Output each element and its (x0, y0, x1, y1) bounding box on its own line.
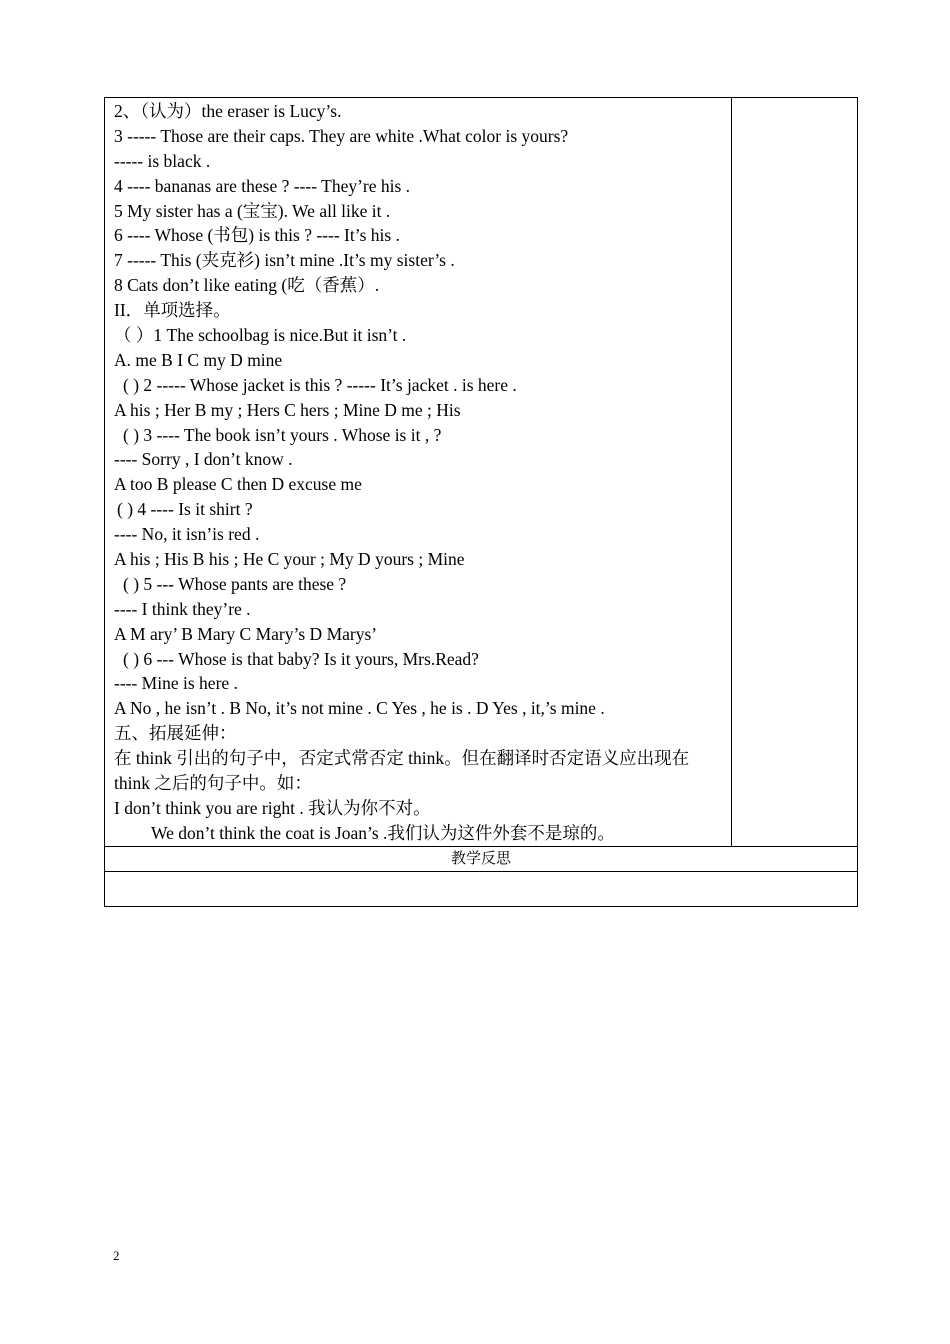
notes-column-cell (732, 98, 858, 847)
reflection-body-row (105, 871, 858, 906)
grammar-note: 在 think 引出的句子中，否定式常否定 think。但在翻译时否定语义应出现在 think 之后的句子中。如： (114, 748, 690, 794)
question-line: （ ）1 The schoolbag is nice.But it isn’t . (114, 325, 407, 346)
question-line: ( ) 5 --- Whose pants are these ? (123, 573, 347, 594)
example-sentence: I don’t think you are right . 我认为你不对。 (114, 797, 431, 818)
exercise-content-cell (105, 98, 732, 847)
exercise-line: 7 ----- This (夹克衫) isn’t mine .It’s my sister’s . (114, 250, 455, 271)
page-number: 2 (113, 1248, 120, 1263)
exercise-line: 4 ---- bananas are these ? ---- They’re his . (114, 175, 411, 196)
question-line: ( ) 2 ----- Whose jacket is this ? ----- It’s jacket . is here . (123, 374, 517, 395)
options-line: A No , he isn’t . B No, it’s not mine . C Yes , he is . D Yes , it,’s mine . (114, 698, 605, 719)
reflection-body-cell (105, 871, 858, 906)
content-row (105, 98, 858, 847)
options-line: A M ary’ B Mary C Mary’s D Marys’ (114, 623, 378, 644)
options-line: A his ; His B his ; He C your ; My D yours ; Mine (114, 549, 465, 570)
exercise-line: ----- is black . (114, 150, 211, 171)
reflection-title: 教学反思 (105, 846, 858, 871)
question-line: ( ) 4 ---- Is it shirt ? (117, 499, 253, 520)
options-line: A too B please C then D excuse me (114, 474, 362, 495)
reflection-title-row (105, 846, 858, 871)
answer-line: ---- I think they’re . (114, 598, 251, 619)
options-line: A his ; Her B my ; Hers C hers ; Mine D me ; His (114, 399, 461, 420)
answer-line: ---- Sorry , I don’t know . (114, 449, 293, 470)
section-heading: 五、拓展延伸： (114, 723, 237, 744)
exercise-line: 6 ---- Whose (书包) is this ? ---- It’s his . (114, 225, 400, 246)
question-line: ( ) 6 --- Whose is that baby? Is it yours, Mrs.Read? (123, 648, 479, 669)
question-line: ( ) 3 ---- The book isn’t yours . Whose is it , ? (123, 424, 442, 445)
exercise-line: 5 My sister has a (宝宝). We all like it . (114, 200, 391, 221)
exercise-line: 2、（认为）the eraser is Lucy’s. (114, 101, 342, 121)
lesson-table (104, 97, 858, 907)
exercise-line: 8 Cats don’t like eating (吃（香蕉）. (114, 275, 380, 296)
options-line: A. me B I C my D mine (114, 349, 283, 370)
section-heading: II．单项选择。 (114, 300, 231, 321)
answer-line: ---- Mine is here . (114, 673, 238, 694)
exercise-line: 3 ----- Those are their caps. They are white .What color is yours? (114, 125, 569, 146)
answer-line: ---- No, it isn’is red . (114, 524, 260, 545)
example-sentence: We don’t think the coat is Joan’s .我们认为这件外套不是琼的。 (151, 822, 615, 843)
